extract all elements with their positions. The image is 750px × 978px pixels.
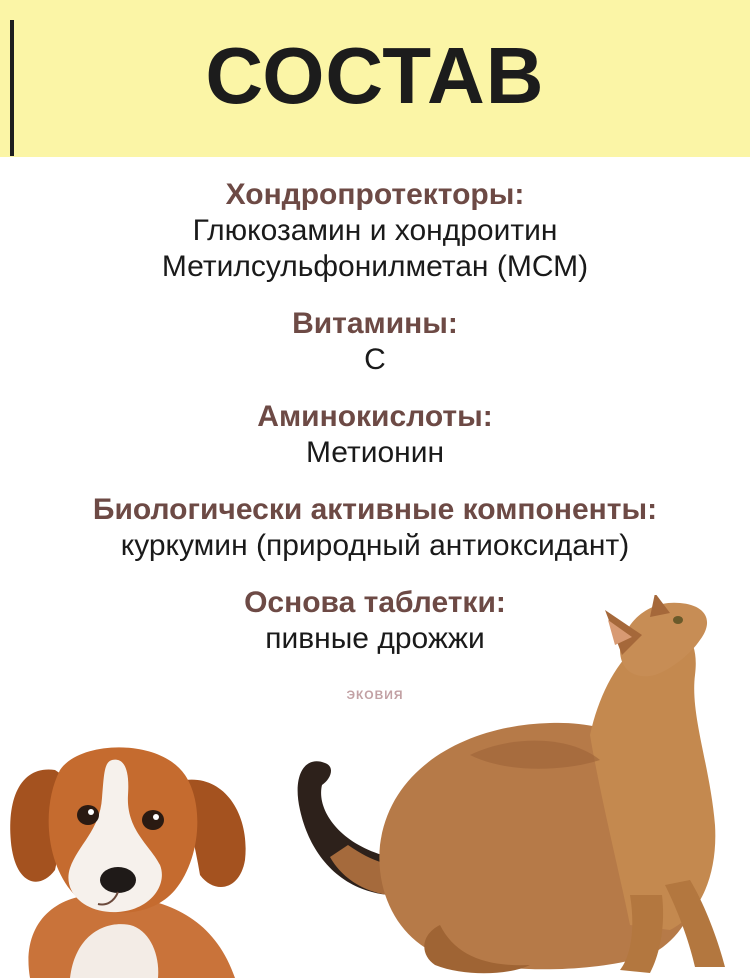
section-title: Хондропротекторы:	[225, 178, 525, 211]
section-line: С	[364, 343, 386, 376]
section-title: Витамины:	[292, 307, 458, 340]
title-banner	[0, 0, 750, 157]
section-title: Биологически активные компоненты:	[92, 493, 658, 526]
dog-image	[0, 720, 290, 978]
section-bioactive-components	[0, 491, 750, 564]
section-line: куркумин (природный антиоксидант)	[120, 529, 630, 562]
cat-image	[270, 595, 750, 978]
page-title: СОСТАВ	[205, 31, 545, 120]
section-line: Метионин	[305, 436, 445, 469]
watermark: ЭКОВИЯ	[346, 688, 404, 702]
section-title: Аминокислоты:	[257, 400, 493, 433]
section-amino-acids	[0, 398, 750, 471]
section-line: Глюкозамин и хондроитин	[192, 214, 558, 247]
section-vitamins	[0, 305, 750, 378]
section-line: Метилсульфонилметан (МСМ)	[161, 250, 589, 283]
section-line: пивные дрожжи	[265, 622, 485, 655]
section-title: Основа таблетки:	[244, 586, 506, 619]
section-chondroprotectors	[0, 176, 750, 285]
